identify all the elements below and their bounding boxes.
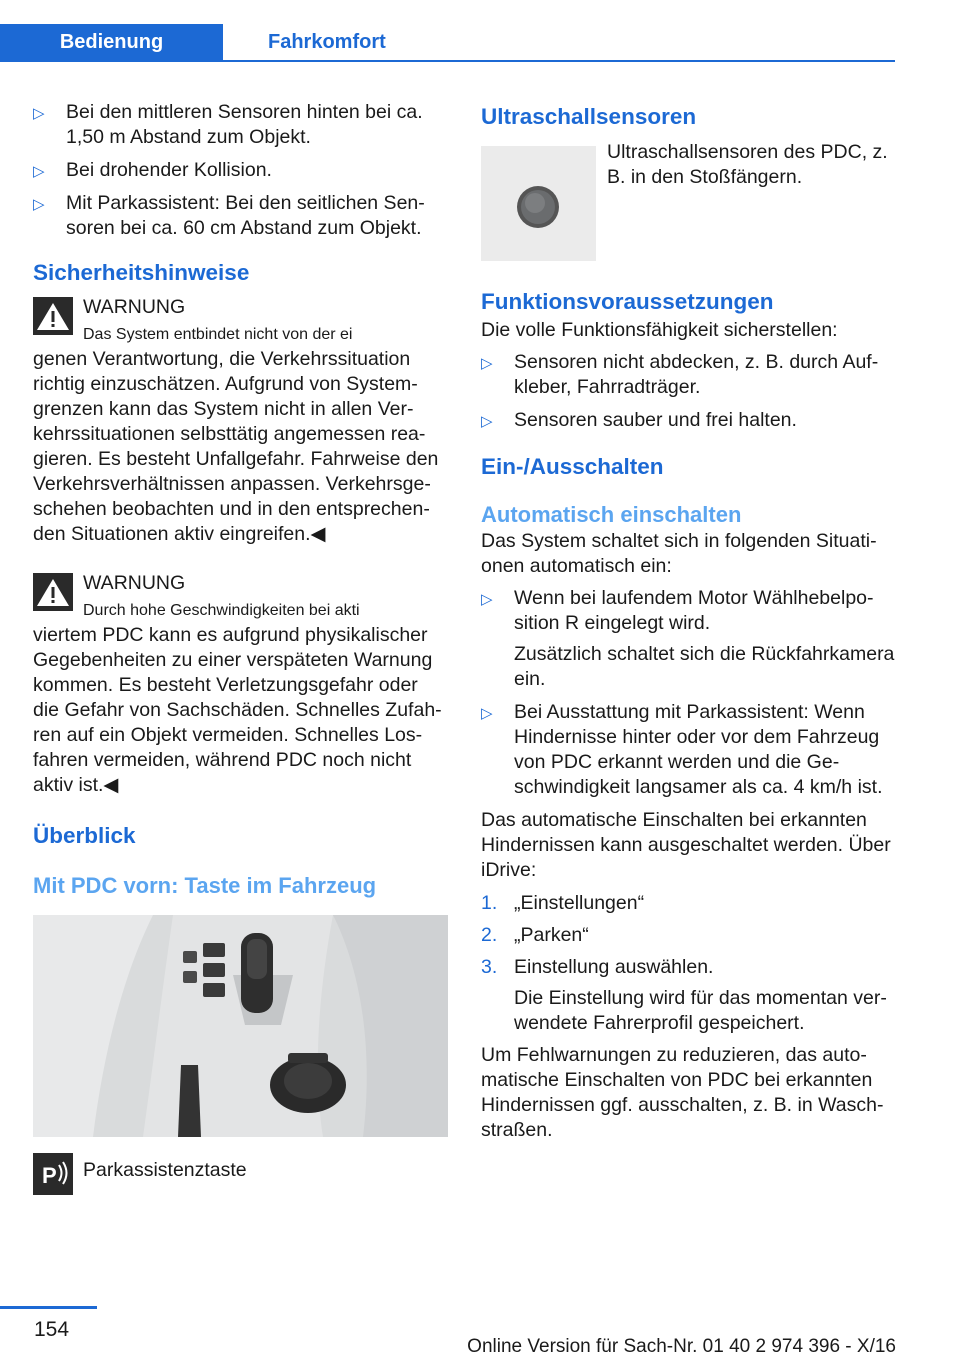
- section-heading-overview: Überblick: [33, 823, 136, 848]
- list-item: ▷ Sensoren nicht abdecken, z. B. durch Aufkleber, Fahrradträger.: [481, 351, 879, 398]
- ultrasonic-section: [481, 100, 896, 275]
- step-item: 3. Einstellung auswählen. Die Einstellung wird für das momentan verwendete Fahrerprofil gespeichert.: [481, 956, 887, 1034]
- warning-text: viertem PDC kann es aufgrund physikalischer Gegebenheiten zu einer verspäteten Warnung kommen. Es besteht Verletzungsgefahr oder die Gefahr von Sachschäden. Schnelles Zufahren auf ein Objekt vermeiden. Schnelles Losfahren vermeiden, während PDC noch nicht aktiv ist.◀: [33, 624, 442, 796]
- idrive-steps: [481, 891, 896, 1036]
- left-column: [33, 100, 448, 1197]
- triangle-bullet-icon: ▷: [481, 355, 493, 372]
- triangle-bullet-icon: ▷: [33, 163, 45, 180]
- warning-block-1: [33, 295, 448, 547]
- auto-on-list: [481, 586, 896, 800]
- list-item: ▷ Sensoren sauber und frei halten.: [481, 408, 896, 433]
- vehicle-console-photo: [33, 915, 448, 1137]
- triangle-bullet-icon: ▷: [33, 105, 45, 122]
- triangle-bullet-icon: ▷: [481, 413, 493, 430]
- subheading-pdc-button: Mit PDC vorn: Taste im Fahrzeug: [33, 873, 377, 898]
- warning-text-first: Das System entbindet nicht von der ei: [83, 326, 353, 343]
- online-version-note: Online Version für Sach-Nr. 01 40 2 974 396 - X/16: [467, 1336, 896, 1357]
- requirements-list: [481, 350, 896, 433]
- tab-bedienung[interactable]: Bedienung: [0, 24, 223, 60]
- tab-fahrkomfort[interactable]: Fahrkomfort: [268, 31, 386, 53]
- warning-text-first: Durch hohe Geschwindigkeiten bei akti: [83, 602, 360, 619]
- ultrasonic-description: Ultraschallsensoren des PDC, z. B. in den Stoßfängern.: [607, 141, 888, 188]
- step-item: 1. „Einstellungen“: [481, 892, 645, 914]
- distance-list: [33, 100, 448, 241]
- warning-label: WARNUNG: [83, 572, 186, 594]
- triangle-bullet-icon: ▷: [481, 591, 493, 608]
- triangle-bullet-icon: ▷: [481, 705, 493, 722]
- parking-assist-button-icon: [33, 1153, 73, 1195]
- list-item: ▷ Wenn bei laufendem Motor Wählhebelposition R eingelegt wird. Zusätzlich schaltet sich die Rückfahrkamera ein.: [481, 587, 895, 690]
- parking-assist-caption: [33, 1153, 448, 1197]
- warning-triangle-icon: [33, 573, 73, 611]
- section-heading-requirements: Funktionsvoraussetzungen: [481, 289, 774, 314]
- page-number: 154: [34, 1318, 70, 1341]
- right-column: [481, 100, 896, 1143]
- list-item: ▷ Bei Ausstattung mit Parkassistent: Wenn Hindernisse hinter oder vor dem Fahrzeug von PDC erkannt werden und die Geschwindigkeit langsamer als ca. 4 km/h ist.: [481, 701, 883, 798]
- warning-label: WARNUNG: [83, 296, 186, 318]
- step-item: 2. „Parken“: [481, 924, 589, 946]
- section-heading-ultrasonic: Ultraschallsensoren: [481, 104, 697, 129]
- warning-triangle-icon: [33, 297, 73, 335]
- list-item: ▷ Bei den mittleren Sensoren hinten bei ca. 1,50 m Abstand zum Objekt.: [33, 101, 423, 148]
- auto-on-intro: Das System schaltet sich in folgenden Situationen automatisch ein:: [481, 530, 877, 577]
- chapter-tabs: [0, 24, 402, 60]
- list-item: ▷ Bei drohender Kollision.: [33, 158, 448, 183]
- section-heading-safety: Sicherheitshinweise: [33, 260, 250, 285]
- triangle-bullet-icon: ▷: [33, 196, 45, 213]
- closing-text: Um Fehlwarnungen zu reduzieren, das automatische Einschalten von PDC bei erkannten Hindernissen ggf. ausschalten, z. B. in Waschstraßen.: [481, 1044, 884, 1141]
- requirements-intro: Die volle Funktionsfähigkeit sicherstellen:: [481, 319, 838, 341]
- footer-divider: [0, 1306, 97, 1309]
- warning-block-2: [33, 571, 448, 798]
- caption-text: Parkassistenztaste: [83, 1159, 247, 1181]
- svg-text:P: P: [42, 1163, 57, 1188]
- warning-text: genen Verantwortung, die Verkehrssituation richtig einzuschätzen. Aufgrund von Systemgrenzen kann das System nicht in allen Verkehrssituationen selbsttätig angemessen reagieren. Es besteht Unfallgefahr. Fahrweise den Verkehrsverhältnissen anpassen. Verkehrsgeschehen beobachten und in den entsprechenden Situationen aktiv eingreifen.◀: [33, 348, 439, 545]
- subheading-auto-on: Automatisch einschalten: [481, 502, 742, 527]
- section-heading-onoff: Ein-/Ausschalten: [481, 454, 664, 479]
- console-illustration: [33, 915, 448, 1137]
- disable-text: Das automatische Einschalten bei erkannten Hindernissen kann ausgeschaltet werden. Über iDrive:: [481, 809, 891, 881]
- header-divider: [0, 60, 895, 62]
- list-item: ▷ Mit Parkassistent: Bei den seitlichen Sensoren bei ca. 60 cm Abstand zum Objekt.: [33, 192, 425, 239]
